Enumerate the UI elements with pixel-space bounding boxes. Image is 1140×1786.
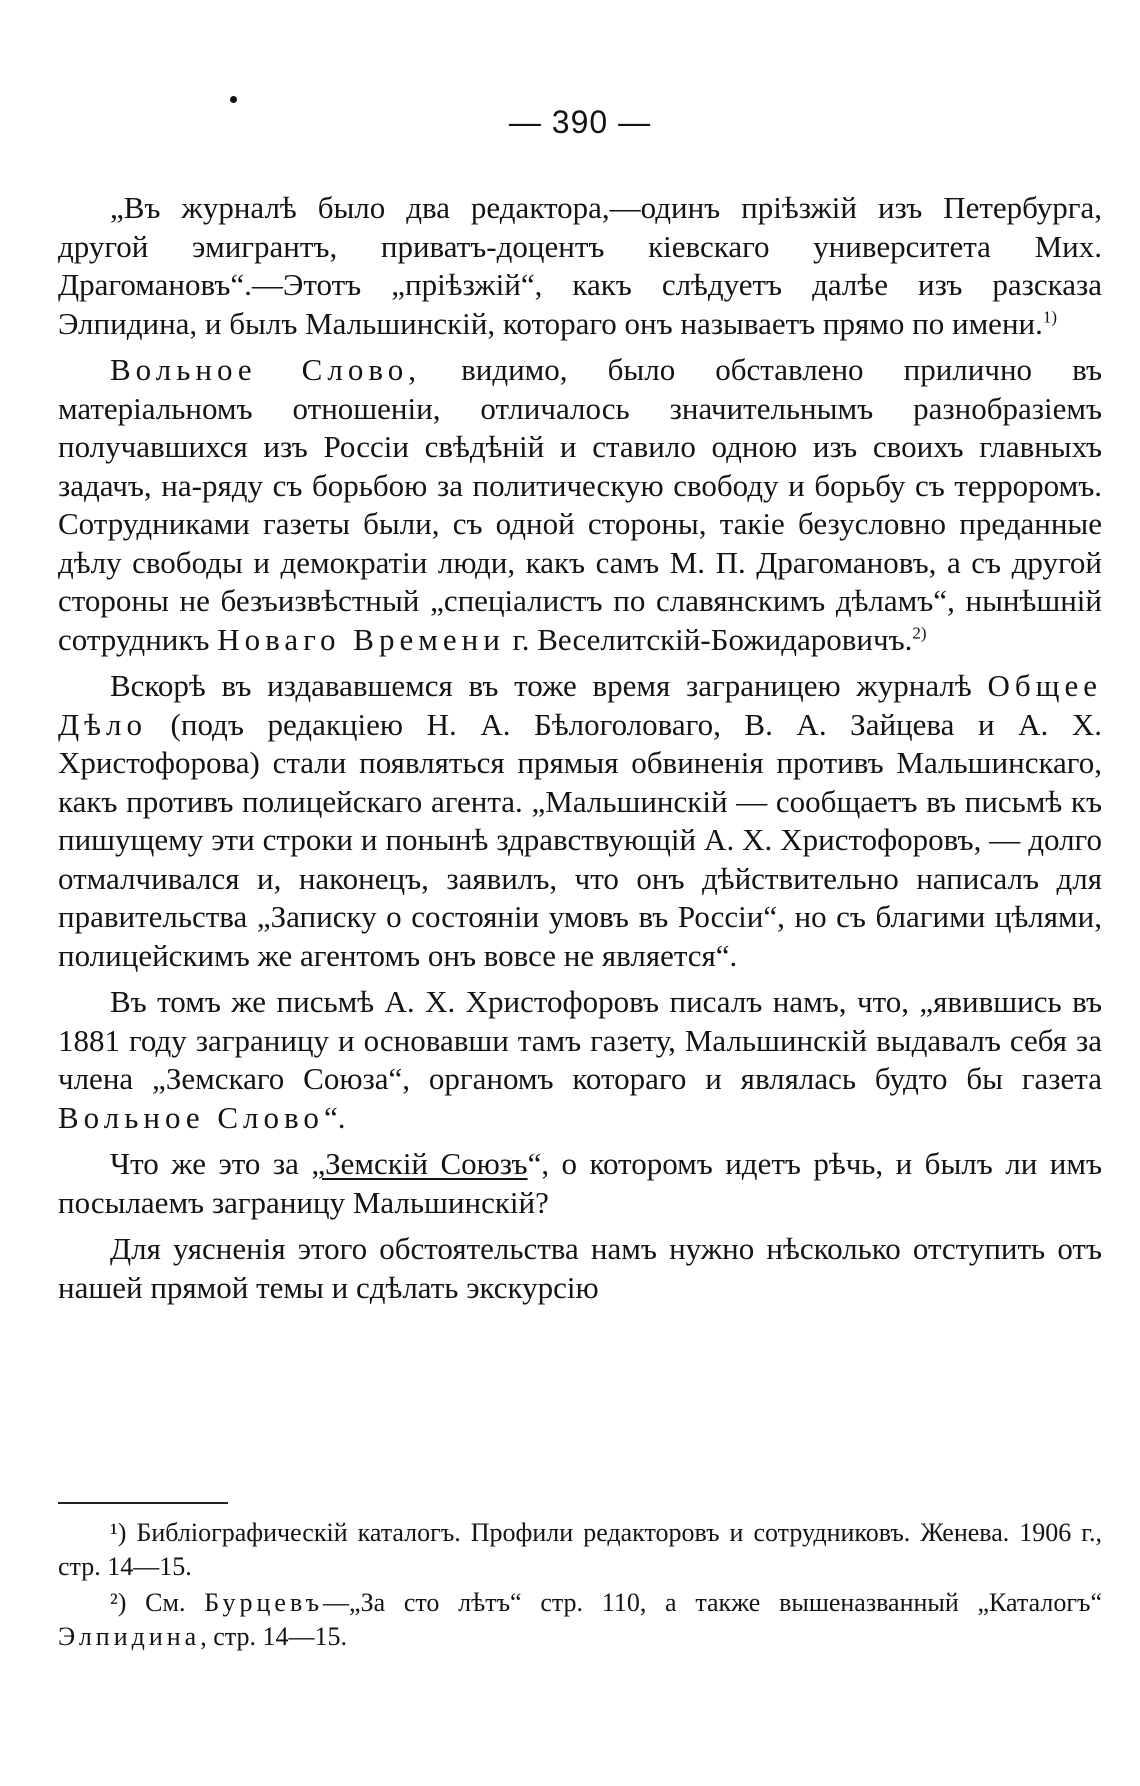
paragraph-3-text-b: (подъ редакціею Н. А. Бѣлоголоваго, В. А. Зайцева и А. Х. Христофорова) стали появляться прямыя обвиненія противъ Мальшинскаго, какъ противъ полицейскаго агента. „Мальшинскій — сообщаетъ въ письмѣ къ пишущему эти строки и понынѣ здравствующій А. Х. Христофоровъ, — долго отмалчивался и, наконецъ, заявилъ, что онъ дѣйствительно написалъ для правительства „Записку о состояніи умовъ въ Россіи“, но съ благими цѣлями, полицейскимъ же агентомъ онъ вовсе не является“.: [58, 706, 1102, 973]
footnote-1-mark: ¹): [110, 1518, 127, 1547]
paragraph-4-text-a: Въ томъ же письмѣ А. Х. Христофоровъ писалъ намъ, что, „явившись въ 1881 году заграницу и основавши тамъ газету, Мальшинскій выдавалъ себя за члена „Земскаго Союза“, органомъ котораго и являлась будто бы газета: [58, 984, 1102, 1096]
paragraph-3: [58, 667, 1102, 975]
footnote-2-text-c: , стр. 14—15.: [200, 1622, 347, 1651]
ink-speck: [230, 96, 237, 103]
paragraph-5-text-a: Что же это за: [110, 1146, 312, 1181]
footnote-2-author: Бурцевъ: [204, 1588, 324, 1617]
paragraph-4: [58, 983, 1102, 1137]
page-number: — 390 —: [508, 104, 652, 140]
newspaper-title-novoe-vremya: Новаго Времени: [217, 621, 505, 657]
journal-title-obshchee-delo: Общее Дѣло: [58, 668, 1102, 742]
paragraph-6: [58, 1230, 1102, 1307]
paragraph-3-text-a: Вскорѣ въ издававшемся въ тоже время заграницею журналѣ: [110, 668, 988, 703]
footnote-2-name: Элпидина: [58, 1622, 201, 1651]
paragraph-1-text: „Въ журналѣ было два редактора,—одинъ пріѣзжій изъ Петербурга, другой эмигрантъ, приватъ-доцентъ кіевскаго университета Мих. Драгомановъ“.—Этотъ „пріѣзжій“, какъ слѣдуетъ далѣе изъ разсказа Элпидина, и былъ Мальшинскій, котораго онъ называетъ прямо по имени.: [58, 190, 1102, 341]
footnote-1-text: Библіографическій каталогъ. Профили редакторовъ и сотрудниковъ. Женева. 1906 г., стр. 14—15.: [58, 1518, 1102, 1581]
paragraph-2: [58, 351, 1102, 659]
paragraph-2-text-b: г. Веселитскій-Божидаровичъ.: [504, 621, 913, 657]
body-text: [58, 189, 1102, 1315]
paragraph-6-text: Для уясненія этого обстоятельства намъ нужно нѣсколько отступить отъ нашей прямой темы и сдѣлать экскурсію: [58, 1231, 1102, 1305]
underlined-zemsky-soyuz: „Земскій Союзъ: [311, 1146, 528, 1181]
newspaper-title-volnoe-slovo: Вольное Слово,: [110, 352, 422, 387]
footnote-2-text-b: —„За сто лѣтъ“ стр. 110, а также вышеназванный „Каталогъ“: [323, 1588, 1102, 1617]
footnote-1: [58, 1516, 1102, 1584]
footnote-ref-2: 2): [912, 623, 927, 643]
footnote-2-mark: ²): [110, 1588, 127, 1617]
paragraph-1: [58, 189, 1102, 343]
footnote-ref-1: 1): [1042, 307, 1058, 327]
footnote-2: [58, 1586, 1102, 1654]
book-page: [58, 0, 1102, 1786]
footnotes: [58, 1516, 1102, 1656]
newspaper-title-volnoe-slovo-2: Вольное Слово: [58, 1099, 324, 1135]
paragraph-5-text-b: “, о которомъ идетъ рѣчь, и былъ ли имъ посылаемъ заграницу Мальшинскій?: [58, 1146, 1102, 1220]
paragraph-5: [58, 1145, 1102, 1222]
footnote-2-text-a: См.: [126, 1588, 205, 1617]
paragraph-2-text-a: видимо, было обставлено прилично въ матеріальномъ отношеніи, отличалось значительнымъ разнобразіемъ получавшихся изъ Россіи свѣдѣній и ставило одною изъ своихъ главныхъ задачъ, на-ряду съ борьбою за политическую свободу и борьбу съ терроромъ. Сотрудниками газеты были, съ одной стороны, такіе безусловно преданные дѣлу свободы и демократіи люди, какъ самъ М. П. Драгомановъ, а съ другой стороны не безъизвѣстный „спеціалистъ по славянскимъ дѣламъ“, нынѣшній сотрудникъ: [58, 352, 1102, 657]
footnote-divider: [58, 1502, 228, 1504]
paragraph-4-text-b: “.: [323, 1099, 346, 1135]
